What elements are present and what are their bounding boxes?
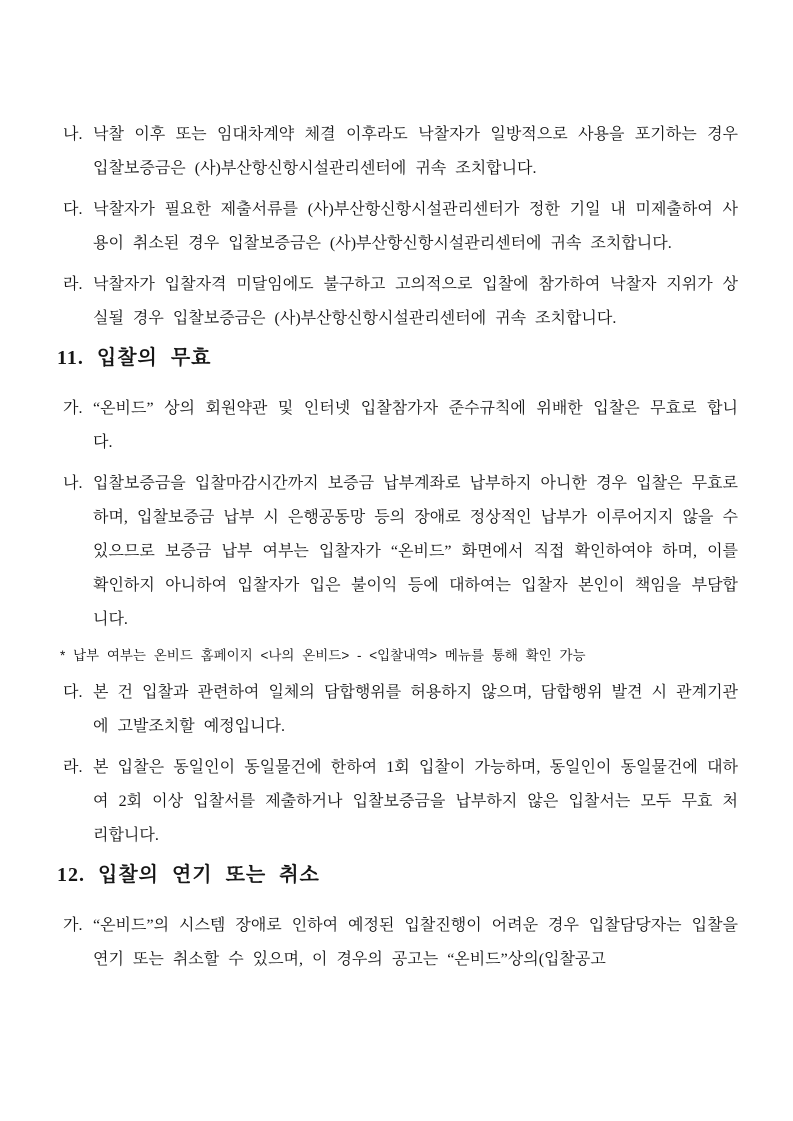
list-item-label: 가. bbox=[63, 917, 83, 934]
list-item-text: 본 입찰은 동일인이 동일물건에 한하여 1회 입찰이 가능하며, 동일인이 동일물건에 대하여 2회 이상 입찰서를 제출하거나 입찰보증금을 납부하지 않은 입찰서는 모두 무효 처리합니다. bbox=[93, 759, 738, 844]
continued-list bbox=[63, 118, 738, 336]
list-item bbox=[63, 193, 738, 261]
section-11 bbox=[57, 344, 738, 853]
section-11-heading: 11. 입찰의 무효 bbox=[57, 347, 212, 369]
list-item bbox=[63, 909, 738, 977]
list-item-text: “온비드”의 시스템 장애로 인하여 예정된 입찰진행이 어려운 경우 입찰담당자는 입찰을 연기 또는 취소할 수 있으며, 이 경우의 공고는 “온비드”상의(입찰공고 bbox=[93, 917, 738, 968]
payment-check-note: * 납부 여부는 온비드 홈페이지 <나의 온비드> - <입찰내역> 메뉴를 통해 확인 가능 bbox=[60, 648, 586, 663]
list-item-label: 나. bbox=[63, 126, 83, 143]
list-item-text: 낙찰자가 입찰자격 미달임에도 불구하고 고의적으로 입찰에 참가하여 낙찰자 지위가 상실될 경우 입찰보증금은 (사)부산항신항시설관리센터에 귀속 조치합니다. bbox=[93, 276, 738, 327]
list-item-label: 다. bbox=[63, 201, 83, 218]
list-item-text: 낙찰 이후 또는 임대차계약 체결 이후라도 낙찰자가 일방적으로 사용을 포기하는 경우 입찰보증금은 (사)부산항신항시설관리센터에 귀속 조치합니다. bbox=[93, 126, 738, 177]
list-item-text: 낙찰자가 필요한 제출서류를 (사)부산항신항시설관리센터가 정한 기일 내 미제출하여 사용이 취소된 경우 입찰보증금은 (사)부산항신항시설관리센터에 귀속 조치합니다. bbox=[93, 201, 738, 252]
section-12 bbox=[57, 861, 738, 977]
list-item bbox=[63, 268, 738, 336]
list-item bbox=[63, 467, 738, 637]
list-item-label: 다. bbox=[63, 684, 83, 701]
list-item bbox=[63, 392, 738, 460]
list-item bbox=[63, 118, 738, 186]
list-item-label: 라. bbox=[63, 276, 83, 293]
list-item-label: 가. bbox=[63, 400, 83, 417]
list-item-label: 나. bbox=[63, 475, 83, 492]
list-item-label: 라. bbox=[63, 759, 83, 776]
list-item bbox=[63, 676, 738, 744]
list-item-text: 본 건 입찰과 관련하여 일체의 담합행위를 허용하지 않으며, 담합행위 발견 시 관계기관에 고발조치할 예정입니다. bbox=[93, 684, 738, 735]
section-12-heading: 12. 입찰의 연기 또는 취소 bbox=[57, 864, 320, 886]
list-item bbox=[63, 751, 738, 853]
list-item-text: “온비드” 상의 회원약관 및 인터넷 입찰참가자 준수규칙에 위배한 입찰은 무효로 합니다. bbox=[93, 400, 738, 451]
list-item-text: 입찰보증금을 입찰마감시간까지 보증금 납부계좌로 납부하지 아니한 경우 입찰은 무효로 하며, 입찰보증금 납부 시 은행공동망 등의 장애로 정상적인 납부가 이루어지지 않을 수 있으므로 보증금 납부 여부는 입찰자가 “온비드” 화면에서 직접 확인하여야 하며, 이를 확인하지 아니하여 입찰자가 입은 불이익 등에 대하여는 입찰자 본인이 책임을 부담합니다. bbox=[93, 475, 738, 628]
